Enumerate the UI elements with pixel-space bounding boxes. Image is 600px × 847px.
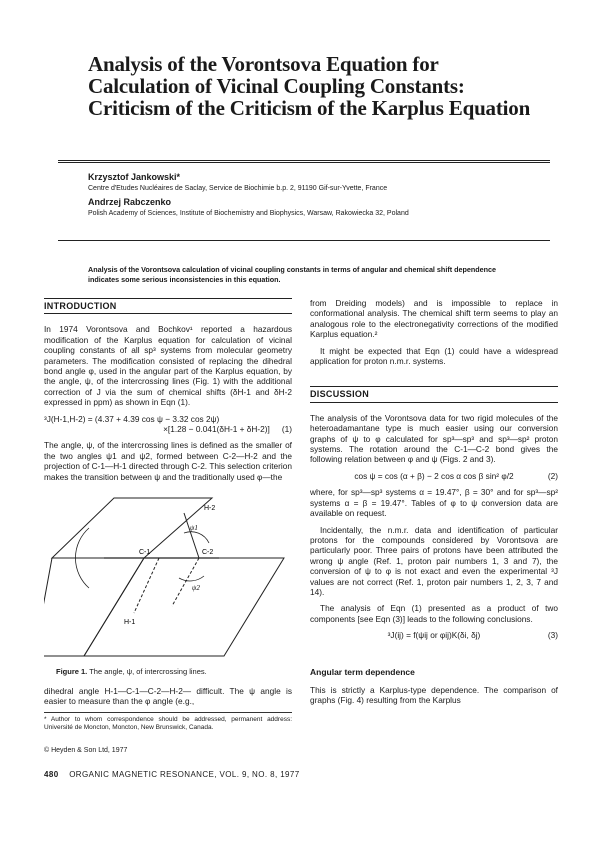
label-h1: H-1 <box>124 619 136 627</box>
author-name-1: Krzysztof Jankowski* <box>88 172 181 182</box>
label-c1: C-1 <box>139 549 151 557</box>
figure-1-caption-text: The angle, ψ, of intercrossing lines. <box>89 667 207 677</box>
section-heading-discussion: DISCUSSION <box>310 386 558 402</box>
figure-1-diagram <box>44 488 292 663</box>
author-affiliation-1: Centre d'Etudes Nucléaires de Saclay, Service de Biochimie b.p. 2, 91190 Gif-sur-Yvette, France <box>88 185 388 192</box>
page-number: 480 <box>44 770 59 779</box>
discussion-paragraph-4: The analysis of Eqn (1) presented as a product of two components [see Eqn (3)] leads to the following conclusions. <box>310 603 558 624</box>
subsection-heading: Angular term dependence <box>310 666 415 677</box>
c2-h2-bond <box>184 513 199 558</box>
journal-name: ORGANIC MAGNETIC RESONANCE, VOL. 9, NO. 8, 1977 <box>69 770 300 779</box>
plane-lower-right <box>84 558 284 656</box>
copyright: © Heyden & Son Ltd, 1977 <box>44 747 128 755</box>
discussion-paragraph-1: The analysis of the Vorontsova data for two rigid molecules of the heteroadamantane type is much easier using our conversion graphs of ψ to φ calculated for sp³—sp³ and sp³—sp² proton systems. The rotation around the C-1—C-2 bond gives the following relation between φ and ψ (Figs. 2 and 3). <box>310 412 558 465</box>
h1-projection <box>134 558 159 613</box>
right-column <box>310 298 558 712</box>
divider-top <box>58 160 550 161</box>
equation-1-line-2: ×[1.28 − 0.041(δH-1 + δH-2)] <box>163 424 270 435</box>
equation-3-text: ³J(ij) = f(ψij or φij)K(δi, δj) <box>387 630 481 641</box>
label-h2: H-2 <box>204 505 216 513</box>
equation-1 <box>44 414 292 435</box>
divider-middle <box>58 240 550 241</box>
discussion-paragraph-5: This is strictly a Karplus-type dependence. The comparison of graphs (Fig. 4) resulting from the Karplus <box>310 684 558 706</box>
paper-title: Analysis of the Vorontsova Equation for Calculation of Vicinal Coupling Constants: Criticism of the Criticism of the Karplus Equation <box>88 52 531 120</box>
figure-1-caption <box>56 667 292 677</box>
intro-paragraph-3: dihedral angle H-1—C-1—C-2—H-2— difficult. The ψ angle is easier to measure than the φ angle (e.g., <box>44 685 292 706</box>
psi2-arc <box>179 576 204 581</box>
equation-3-number: (3) <box>547 630 558 641</box>
equation-1-number: (1) <box>281 424 292 435</box>
figure-1 <box>44 488 292 663</box>
label-psi2: ψ2 <box>192 584 200 593</box>
equation-3 <box>310 630 558 640</box>
author-affiliation-2: Polish Academy of Sciences, Institute of Biochemistry and Biophysics, Warsaw, Rakowiecka 32, Poland <box>88 210 409 217</box>
author-name-2: Andrzej Rabczenko <box>88 197 172 207</box>
page-footer <box>44 770 300 779</box>
intro-paragraph-2: The angle, ψ, of the intercrossing lines is defined as the smaller of the two angles ψ1 and ψ2, formed between C-2—H-2 and the projection of C-1—H-1 directed through C-2. This selection criterion makes the transition between ψ and the traditionally used φ—the <box>44 440 292 482</box>
equation-1-line-1: ³J(H-1,H-2) = (4.37 + 4.39 cos ψ − 3.32 cos 2ψ) <box>44 413 220 424</box>
equation-2-number: (2) <box>547 470 558 481</box>
projection-line <box>172 558 199 606</box>
discussion-paragraph-2: where, for sp³—sp³ systems α = 19.47°, β = 30° and for sp³—sp² systems α = β = 19.47°. Tables of φ to ψ conversion data are available on request. <box>310 487 558 519</box>
figure-1-caption-label: Figure 1. <box>56 667 88 677</box>
intro-paragraph-1: In 1974 Vorontsova and Bochkov¹ reported a hazardous modification of the Karplus equation for calculation of vicinal coupling constants of all sp³ systems from molecular geometry parameters. The modification consisted of replacing the dihedral bond angle φ, used in the angular part of the Karplus equation, by the angle, ψ, of the intercrossing lines (Fig. 1) with the additional correction of J via the sum of chemical shifts (δH-1 and δH-2 expressed in ppm) as shown in Eqn (1). <box>44 324 292 408</box>
label-c2: C-2 <box>202 549 214 557</box>
left-column <box>44 298 292 757</box>
footnote: * Author to whom correspondence should be addressed, permanent address: Université de Moncton, Moncton, New Brunswick, Canada. <box>44 712 292 732</box>
right-paragraph-1: from Dreiding models) and is impossible to replace in conformational analysis. The chemical shift term seems to play an analogous role to the electronegativity corrections of the modified Karplus equation.² <box>310 298 558 340</box>
plane-lower-left <box>44 558 144 656</box>
section-heading-introduction: INTRODUCTION <box>44 298 292 314</box>
author-block <box>88 168 548 222</box>
psi1-arc <box>184 532 209 543</box>
abstract: Analysis of the Vorontsova calculation of vicinal coupling constants in terms of angular and chemical shift dependence indicates some serious inconsistencies in this equation. <box>88 265 497 284</box>
equation-2 <box>310 471 558 481</box>
discussion-paragraph-3: Incidentally, the n.m.r. data and identification of particular protons for the compounds considered by Vorontsova are particularly poor. Three pairs of protons have been attributed the wrong ψ angle (Ref. 1, proton pair numbers 1, 3 and 7), the conversion of ψ to φ is not exact and even the experimental ³J values are not correct (Ref. 1, proton pair numbers 1, 2, 3, 7 and 14). <box>310 524 558 597</box>
right-paragraph-2: It might be expected that Eqn (1) could have a widespread application for proton n.m.r. systems. <box>310 345 558 367</box>
equation-2-text: cos ψ = cos (α + β) − 2 cos α cos β sin² φ/2 <box>354 470 514 481</box>
label-psi1: ψ1 <box>190 524 198 533</box>
divider-top-2 <box>58 162 550 163</box>
